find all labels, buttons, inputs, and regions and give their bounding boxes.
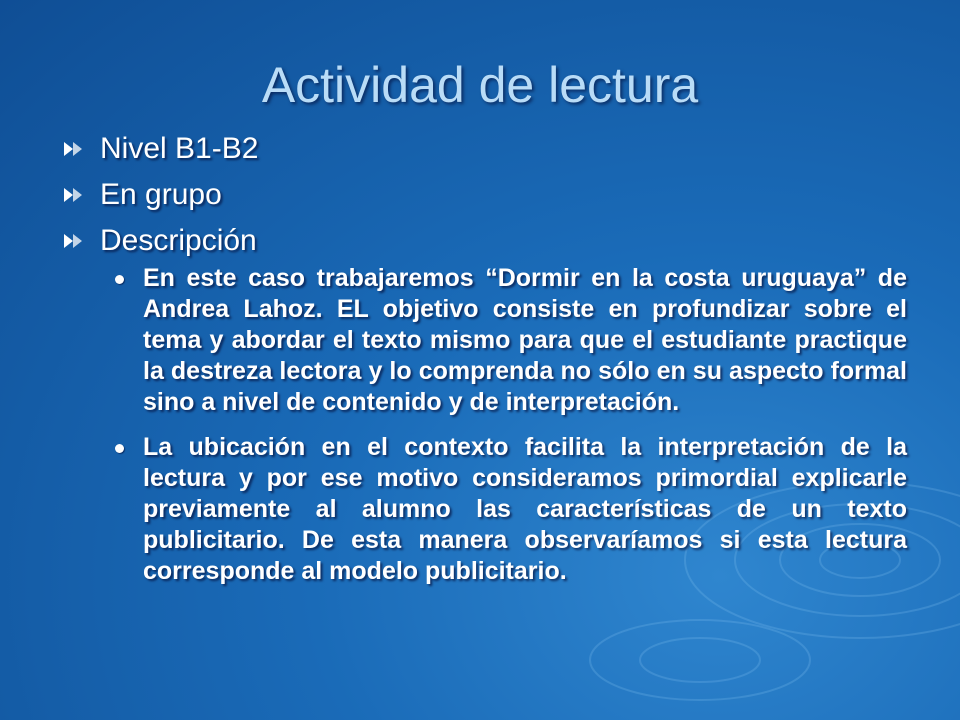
round-bullet-icon	[115, 275, 124, 284]
bullet-text: En grupo	[100, 178, 222, 211]
bullet-item	[62, 218, 922, 264]
sub-bullet-item	[115, 263, 907, 418]
arrow-right-icon	[62, 185, 88, 205]
bullet-item	[62, 126, 922, 172]
sub-bullet-item	[115, 432, 907, 587]
sub-bullet-list	[115, 263, 907, 601]
sub-bullet-text: La ubicación en el contexto facilita la interpretación de la lectura y por ese motivo consideramos primordial explicarle previamente al alumno las características de un texto publicitario. De esta manera observaríamos si esta lectura corresponde al modelo publicitario.	[143, 433, 907, 585]
bullet-text: Nivel B1-B2	[100, 132, 259, 165]
sub-bullet-text: En este caso trabajaremos “Dormir en la costa uruguaya” de Andrea Lahoz. EL objetivo consiste en profundizar sobre el tema y abordar el texto mismo para que el estudiante practique la destreza lectora y lo comprenda no sólo en su aspecto formal sino a nivel de contenido y de interpretación.	[143, 264, 907, 416]
bullet-list	[62, 126, 922, 264]
round-bullet-icon	[115, 444, 124, 453]
arrow-right-icon	[62, 139, 88, 159]
bullet-text: Descripción	[100, 224, 257, 257]
bullet-item	[62, 172, 922, 218]
arrow-right-icon	[62, 231, 88, 251]
slide-title: Actividad de lectura	[261, 57, 699, 113]
